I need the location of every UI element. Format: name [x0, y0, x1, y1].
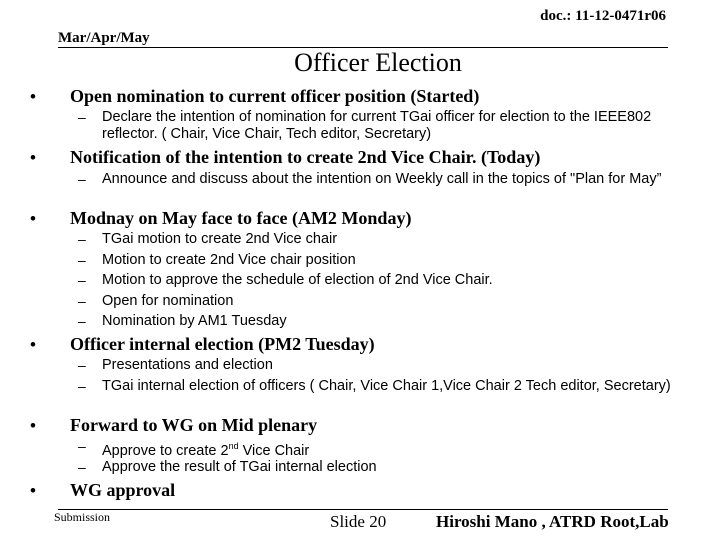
dash: –	[78, 272, 86, 288]
bullet-3: •	[30, 209, 36, 228]
dash: –	[78, 438, 86, 454]
document-id: doc.: 11-12-0471r06	[540, 8, 666, 24]
dash: –	[78, 109, 86, 125]
dash: –	[78, 252, 86, 268]
dash: –	[78, 231, 86, 247]
heading-5: Forward to WG on Mid plenary	[70, 415, 318, 435]
sub-item: TGai motion to create 2nd Vice chair	[102, 231, 338, 247]
sub-item: Nomination by AM1 Tuesday	[102, 313, 287, 329]
heading-2: Notification of the intention to create 2nd Vice Chair. (Today)	[70, 147, 541, 167]
footer-rule	[58, 509, 668, 510]
dash: –	[78, 378, 86, 394]
sub-item: Presentations and election	[102, 357, 273, 373]
header-date: Mar/Apr/May	[58, 30, 150, 46]
sub-item: Open for nomination	[102, 293, 234, 309]
bullet-1: •	[30, 87, 36, 106]
dash: –	[78, 171, 86, 187]
slide-number: Slide 20	[330, 512, 387, 531]
sub-item: Announce and discuss about the intention on Weekly call in the topics of "Plan for May”	[102, 171, 662, 187]
sub-item: Motion to create 2nd Vice chair position	[102, 252, 356, 268]
dash: –	[78, 459, 86, 475]
sub-item	[102, 438, 672, 460]
dash: –	[78, 313, 86, 329]
sub-item-tail: Vice Chair	[238, 442, 310, 459]
heading-1: Open nomination to current officer position (Started)	[70, 86, 480, 106]
bullet-6: •	[30, 481, 36, 500]
sub-item: Approve the result of TGai internal election	[102, 459, 377, 475]
footer-submission: Submission	[54, 510, 111, 524]
bullet-5: •	[30, 416, 36, 435]
bullet-2: •	[30, 148, 36, 167]
heading-4: Officer internal election (PM2 Tuesday)	[70, 334, 375, 354]
sub-item-text: Approve to create 2	[102, 442, 229, 459]
footer-author: Hiroshi Mano , ATRD Root,Lab	[436, 512, 669, 531]
sub-item: TGai internal election of officers ( Chair, Vice Chair 1,Vice Chair 2 Tech editor, Secretary)	[102, 378, 671, 394]
heading-6: WG approval	[70, 480, 176, 500]
dash: –	[78, 357, 86, 373]
slide-title: Officer Election	[294, 48, 462, 77]
superscript: nd	[228, 441, 239, 451]
bullet-4: •	[30, 335, 36, 354]
sub-item: Motion to approve the schedule of election of 2nd Vice Chair.	[102, 272, 493, 288]
heading-3: Modnay on May face to face (AM2 Monday)	[70, 208, 412, 228]
dash: –	[78, 293, 86, 309]
sub-item: Declare the intention of nomination for current TGai officer for election to the IEEE802 reflector. ( Chair, Vice Chair, Tech editor, Secretary)	[102, 109, 652, 142]
